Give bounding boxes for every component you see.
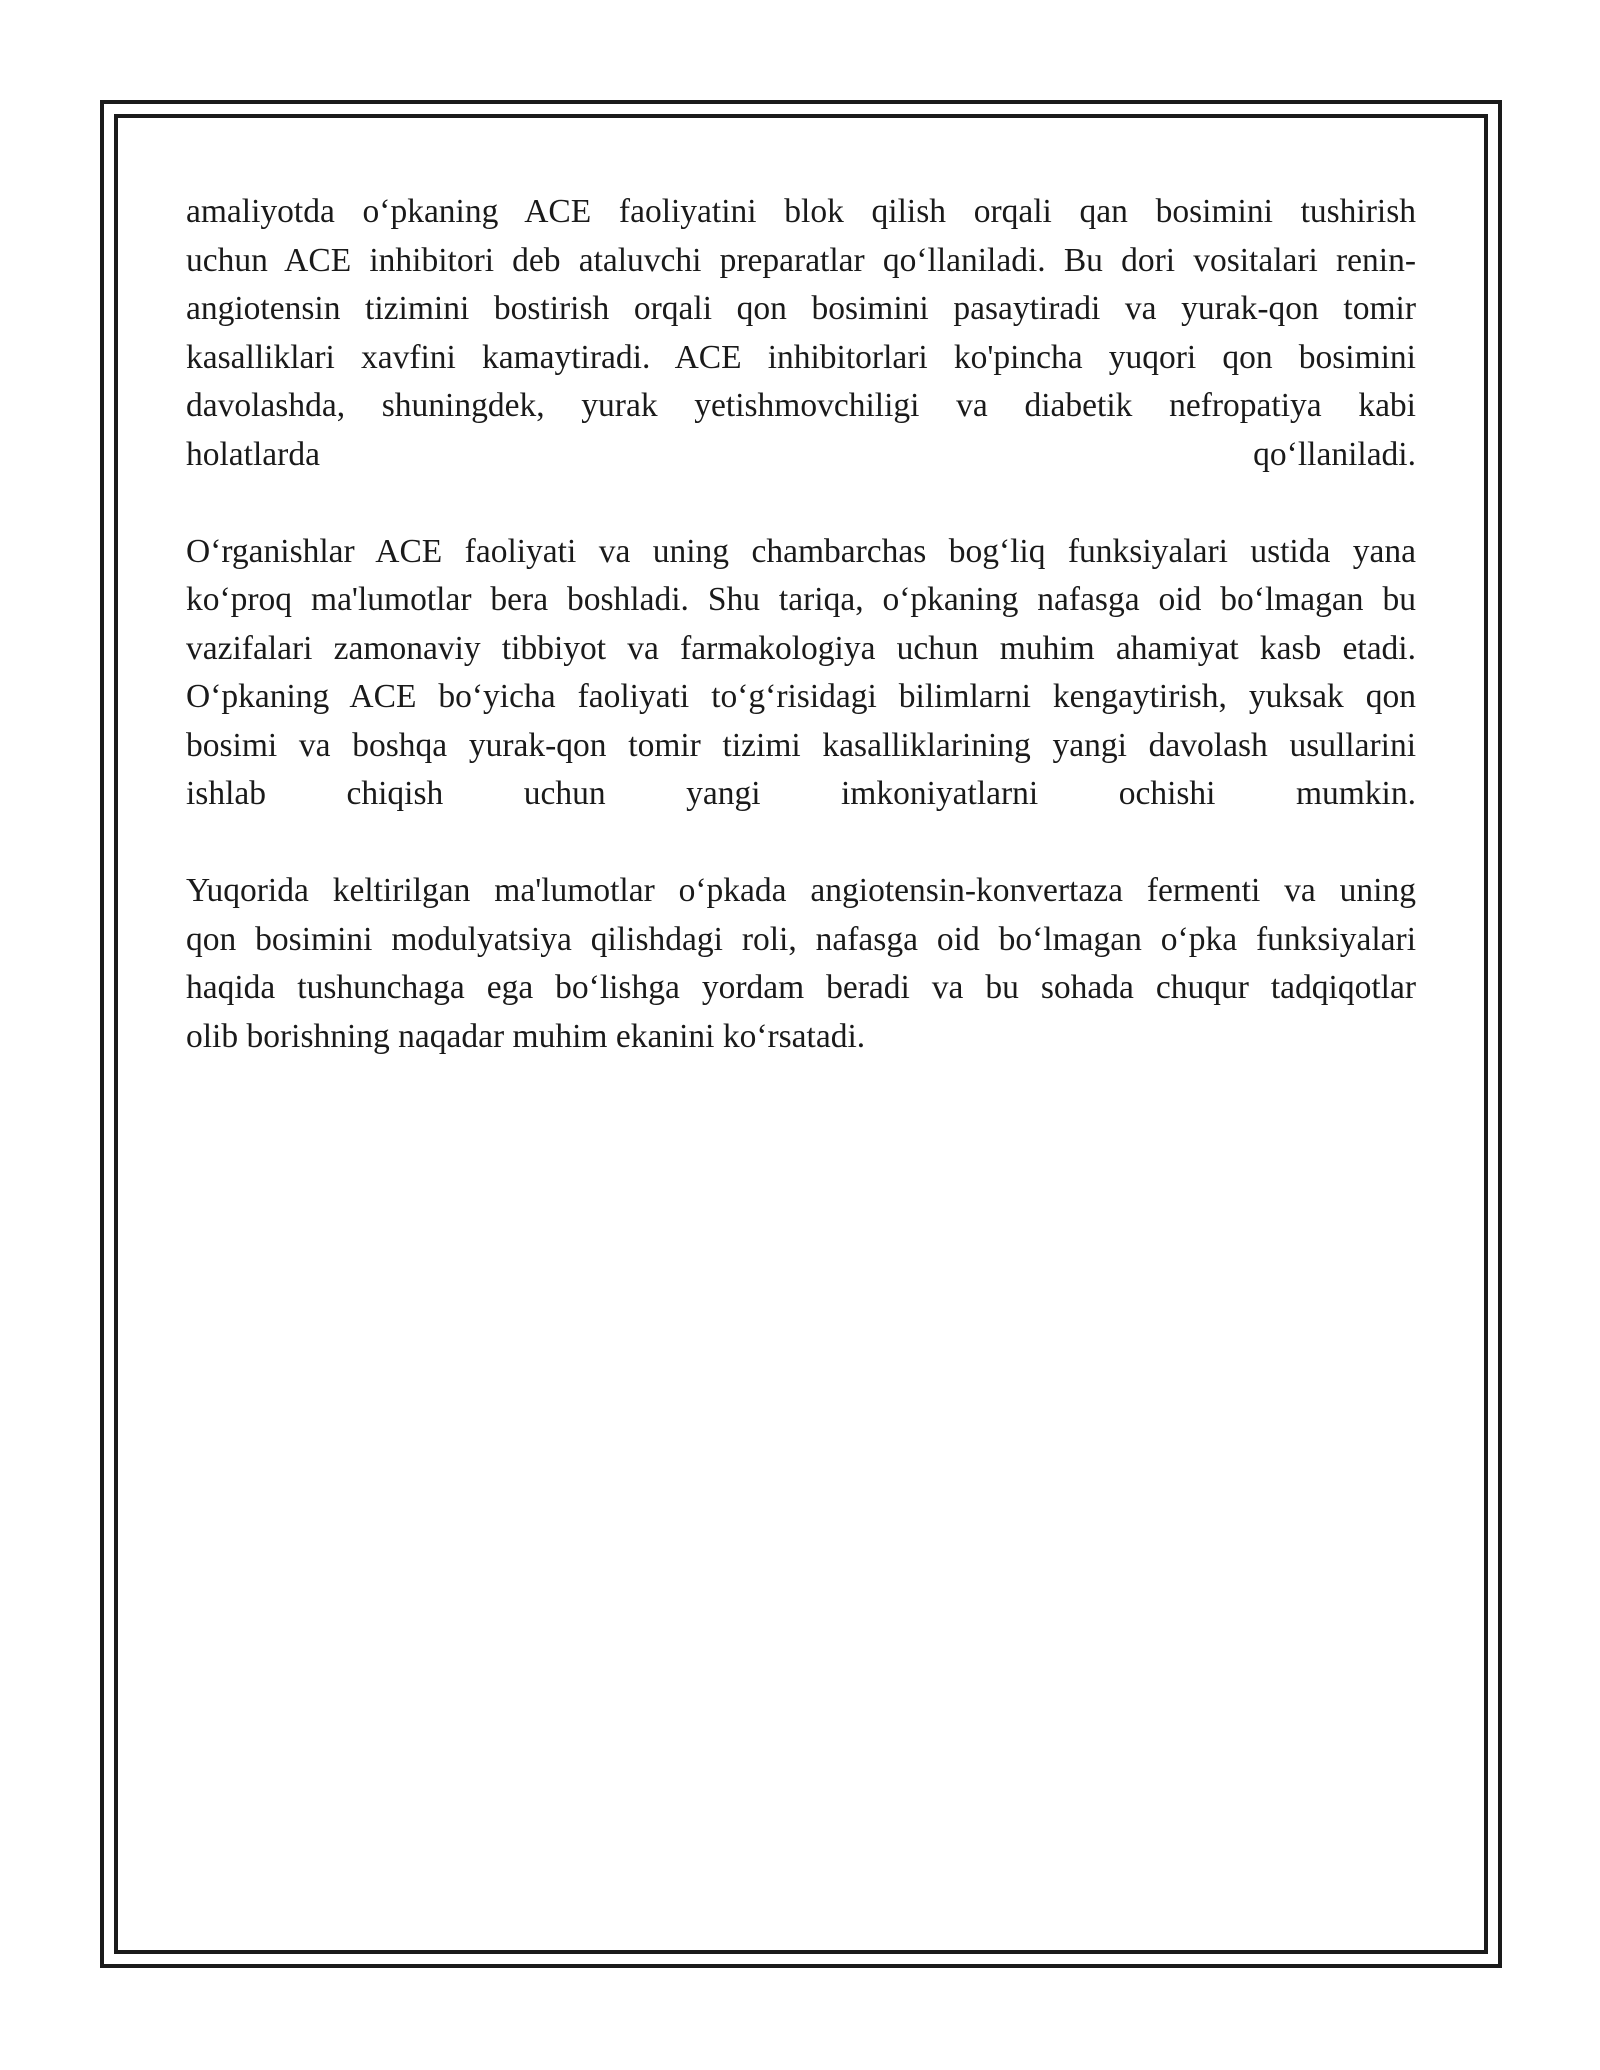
text-line: Yuqorida keltirilgan ma'lumotlar o‘pkada angiotensin-konvertaza fermenti va uning <box>186 872 1416 909</box>
text-line: O‘rganishlar ACE faoliyati va uning chambarchas bog‘liq funksiyalari ustida yana <box>186 532 1416 570</box>
paragraph-gap <box>186 819 1416 868</box>
text-line: davolashda, shuningdek, yurak yetishmovchiligi va diabetik nefropatiya kabi <box>186 387 1416 424</box>
text-line: qon bosimini modulyatsiya qilishdagi roli, nafasga oid bo‘lmagan o‘pka funksiyalari <box>186 920 1416 958</box>
text-line: holatlarda qo‘llaniladi. <box>186 435 1416 473</box>
paragraph-2 <box>186 528 1416 819</box>
text-line: olib borishning naqadar muhim ekanini ko‘rsatadi. <box>186 1017 866 1055</box>
paragraph-3 <box>186 867 1416 1061</box>
text-line: angiotensin tizimini bostirish orqali qon bosimini pasaytiradi va yurak-qon tomir <box>186 290 1416 327</box>
text-line: uchun ACE inhibitori deb ataluvchi preparatlar qo‘llaniladi. Bu dori vositalari renin- <box>186 241 1416 279</box>
text-line: kasalliklari xavfini kamaytiradi. ACE inhibitorlari ko'pincha yuqori qon bosimini <box>186 338 1416 376</box>
text-line: bosimi va boshqa yurak-qon tomir tizimi kasalliklarining yangi davolash usullarini <box>186 726 1416 764</box>
text-line: ko‘proq ma'lumotlar bera boshladi. Shu tariqa, o‘pkaning nafasga oid bo‘lmagan bu <box>186 581 1416 618</box>
text-line: ishlab chiqish uchun yangi imkoniyatlarni ochishi mumkin. <box>186 775 1416 812</box>
text-line: vazifalari zamonaviy tibbiyot va farmakologiya uchun muhim ahamiyat kasb etadi. <box>186 629 1416 667</box>
paragraph-1 <box>186 188 1416 479</box>
text-line: haqida tushunchaga ega bo‘lishga yordam beradi va bu sohada chuqur tadqiqotlar <box>186 969 1416 1006</box>
text-line: amaliyotda o‘pkaning ACE faoliyatini blok qilish orqali qan bosimini tushirish <box>186 193 1416 230</box>
document-body <box>186 188 1416 1061</box>
text-line: O‘pkaning ACE bo‘yicha faoliyati to‘g‘risidagi bilimlarni kengaytirish, yuksak qon <box>186 678 1416 715</box>
paragraph-gap <box>186 479 1416 528</box>
